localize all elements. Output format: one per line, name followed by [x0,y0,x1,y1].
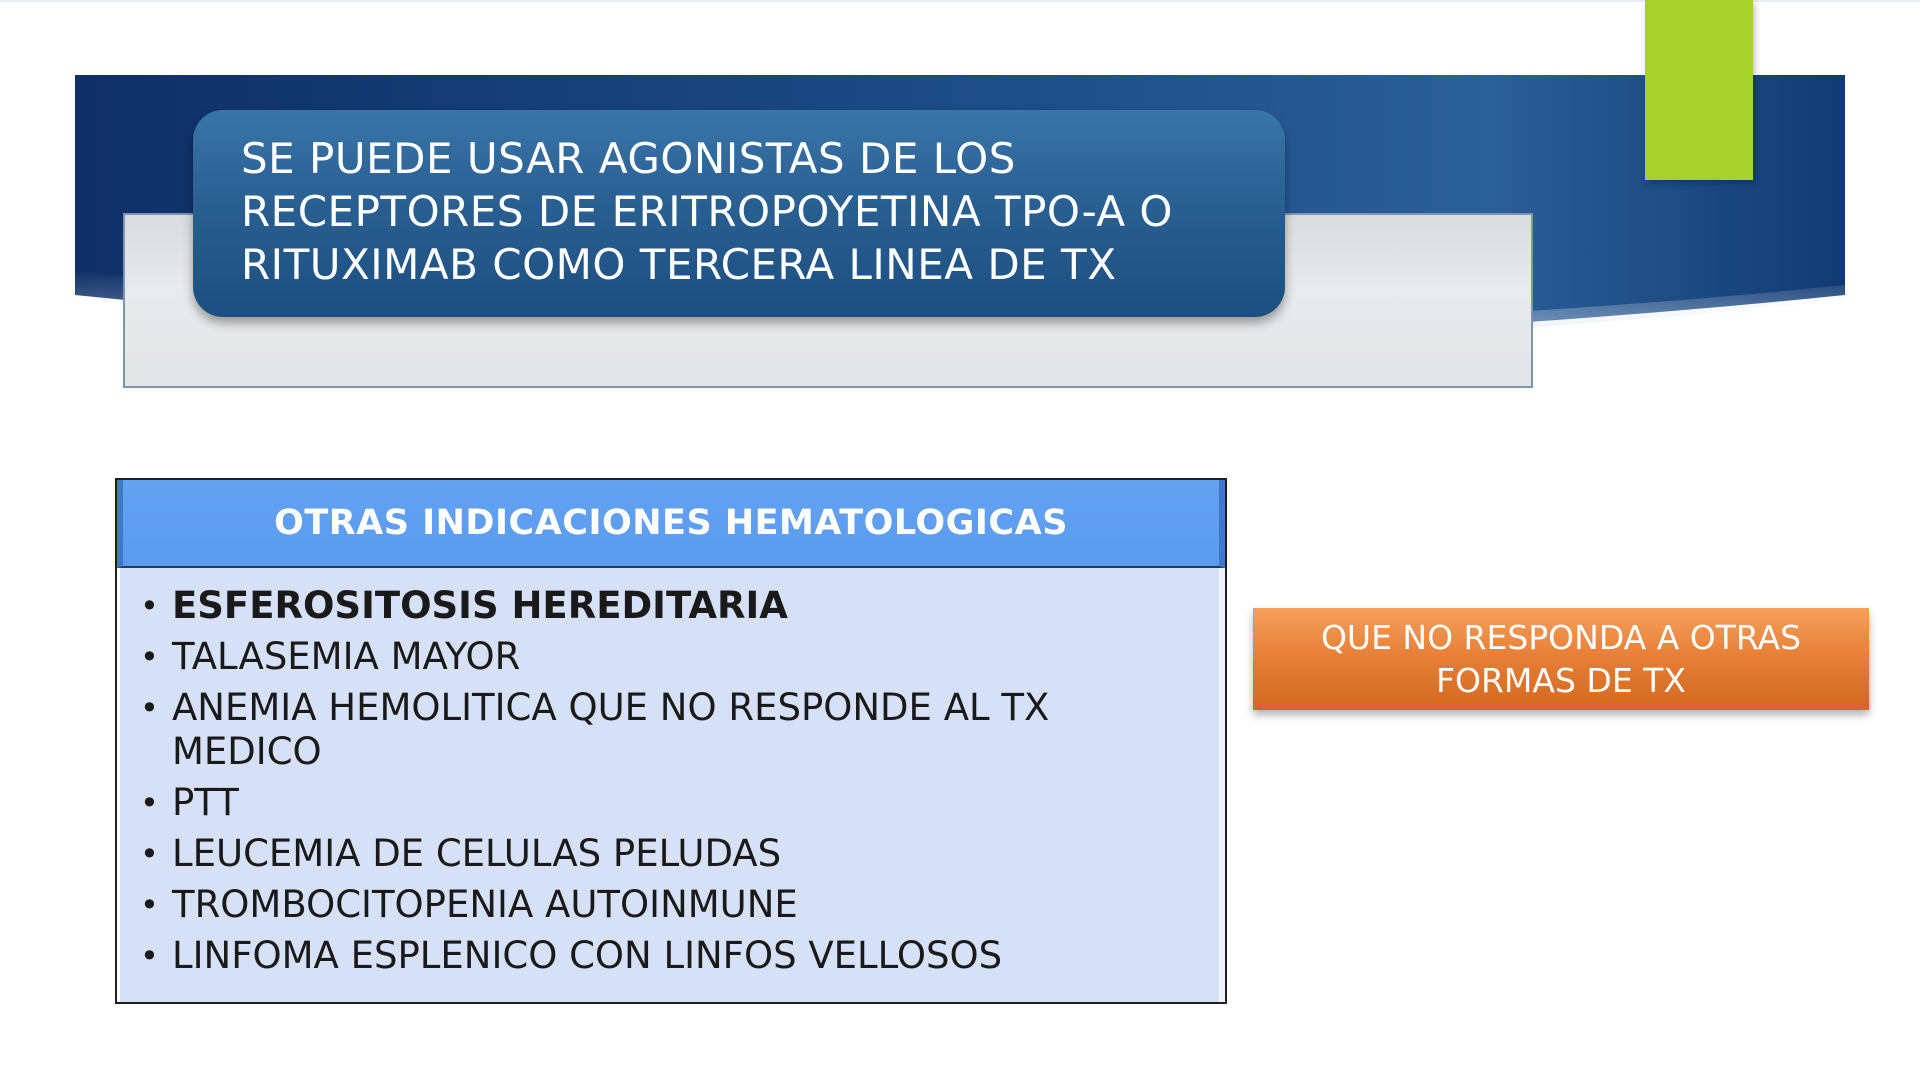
bullet-icon: • [140,835,159,873]
bullet-icon: • [140,937,159,975]
bullet-icon: • [140,784,159,822]
green-accent-bar [1645,0,1753,180]
list-item: • ANEMIA HEMOLITICA QUE NO RESPONDE AL TX MEDICO [140,686,1050,773]
list-item: • TROMBOCITOPENIA AUTOINMUNE [140,883,798,926]
indications-box [115,478,1227,1004]
bullet-icon: • [140,638,159,676]
slide-title: SE PUEDE USAR AGONISTAS DE LOS RECEPTORES DE ERITROPOYETINA TPO-A O RITUXIMAB COMO TERCERA LINEA DE TX [241,134,1173,289]
bullet-icon: • [140,689,159,727]
indications-header-label: OTRAS INDICACIONES HEMATOLOGICAS [274,503,1068,543]
indications-list-body [117,568,1225,1002]
list-item: • TALASEMIA MAYOR [140,635,521,678]
title-box [193,110,1285,317]
indications-header [117,480,1225,568]
list-item: • PTT [140,781,239,824]
list-item: • LEUCEMIA DE CELULAS PELUDAS [140,832,782,875]
callout-text: QUE NO RESPONDA A OTRAS FORMAS DE TX [1320,618,1802,700]
bullet-icon: • [140,587,159,625]
callout-box [1253,608,1869,710]
list-item: • ESFEROSITOSIS HEREDITARIA [140,584,788,627]
indications-list [140,584,1205,978]
list-item: • LINFOMA ESPLENICO CON LINFOS VELLOSOS [140,934,1003,977]
bullet-icon: • [140,886,159,924]
